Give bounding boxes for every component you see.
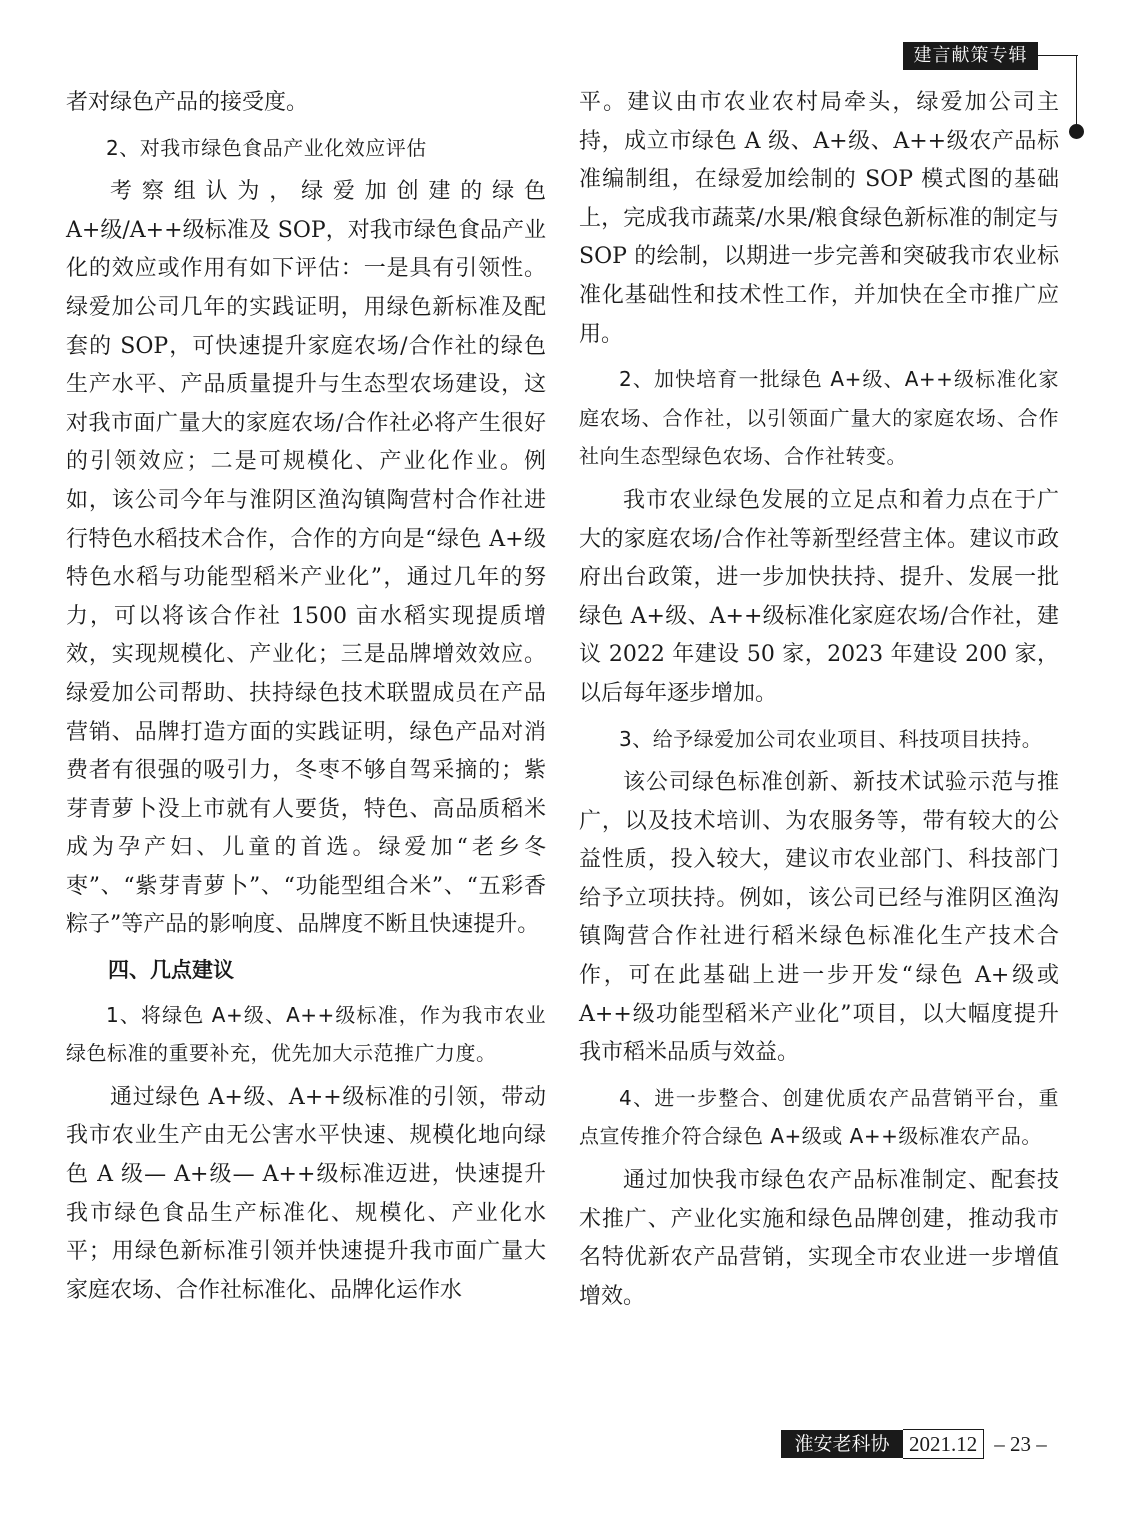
paragraph-evaluation: 考察组认为，绿爱加创建的绿色 A+级/A++级标准及 SOP，对我市绿色食品产业化的效应或作用有如下评估：一是具有引领性。绿爱加公司几年的实践证明，用绿色新标准及配套的 SOP，可快速提升家庭农场/合作社的绿色生产水平、产品质量提升与生态型农场建设，这对我市面广量大的家庭农场/合作社必将产生很好的引领效应；二是可规模化、产业化作业。例如，该公司今年与淮阴区渔沟镇陶营村合作社进行特色水稻技术合作，合作的方向是“绿色 A+级特色水稻与功能型稻米产业化”，通过几年的努力，可以将该合作社 1500 亩水稻实现提质增效，实现规模化、产业化；三是品牌增效效应。绿爱加公司帮助、扶持绿色技术联盟成员在产品营销、品牌打造方面的实践证明，绿色产品对消费者有很强的吸引力，冬枣不够自驾采摘的；紫芽青萝卜没上市就有人要货，特色、高品质稻米成为孕产妇、儿童的首选。绿爱加“老乡冬枣”、“紫芽青萝卜”、“功能型组合米”、“五彩香粽子”等产品的影响度、品牌度不断且快速提升。 <box>66 179 546 938</box>
header-rule-horizontal <box>1038 55 1078 56</box>
paragraph-suggestion-3: 该公司绿色标准创新、新技术试验示范与推广，以及技术培训、为农服务等，带有较大的公益性质，投入较大，建议市农业部门、科技部门给予立项扶持。例如，该公司已经与淮阴区渔沟镇陶营合作社进行稻米绿色标准化生产技术合作，可在此基础上进一步开发“绿色 A+级或 A++级功能型稻米产业化”项目，以大幅度提升我市稻米品质与效益。 <box>579 770 1059 1066</box>
header-dot-icon <box>1069 124 1084 139</box>
journal-name: 淮安老科协 <box>781 1430 903 1458</box>
page-number: – 23 – <box>994 1432 1047 1456</box>
paragraph-continuation: 者对绿色产品的接受度。 <box>66 90 309 115</box>
subheading-suggestion-3: 3、给予绿爱加公司农业项目、科技项目扶持。 <box>619 726 1043 751</box>
section-label: 建言献策专辑 <box>903 42 1038 70</box>
subheading-suggestion-4: 4、进一步整合、创建优质农产品营销平台，重点宣传推介符合绿色 A+级或 A++级标准农产品。 <box>579 1085 1059 1149</box>
page-footer <box>781 1430 1047 1458</box>
subheading-industrialization-effect: 2、对我市绿色食品产业化效应评估 <box>106 135 427 160</box>
subheading-suggestion-1: 1、将绿色 A+级、A++级标准，作为我市农业绿色标准的重要补充，优先加大示范推广力度。 <box>66 1002 546 1066</box>
subheading-suggestion-2: 2、加快培育一批绿色 A+级、A++级标准化家庭农场、合作社，以引领面广量大的家庭农场、合作社向生态型绿色农场、合作社转变。 <box>579 367 1059 469</box>
right-column <box>579 84 1059 1322</box>
paragraph-suggestion-1: 通过绿色 A+级、A++级标准的引领，带动我市农业生产由无公害水平快速、规模化地向绿色 A 级— A+级— A++级标准迈进，快速提升我市绿色食品生产标准化、规模化、产业化水平；用绿色新标准引领并快速提升我市面广量大家庭农场、合作社标准化、品牌化运作水 <box>66 1084 546 1303</box>
paragraph-suggestion-2: 我市农业绿色发展的立足点和着力点在于广大的家庭农场/合作社等新型经营主体。建议市政府出台政策，进一步加快扶持、提升、发展一批绿色 A+级、A++级标准化家庭农场/合作社，建议 2022 年建设 50 家，2023 年建设 200 家，以后每年逐步增加。 <box>579 487 1059 706</box>
left-column <box>66 84 546 1316</box>
header-rule-vertical <box>1076 55 1077 131</box>
paragraph-suggestion-4: 通过加快我市绿色农产品标准制定、配套技术推广、产业化实施和绿色品牌创建，推动我市名特优新农产品营销，实现全市农业进一步增值增效。 <box>579 1168 1059 1309</box>
paragraph-continuation-right: 平。建议由市农业农村局牵头，绿爱加公司主持，成立市绿色 A 级、A+级、A++级农产品标准编制组，在绿爱加绘制的 SOP 模式图的基础上，完成我市蔬菜/水果/粮食绿色新标准的制定与 SOP 的绘制，以期进一步完善和突破我市农业标准化基础性和技术性工作，并加快在全市推广应用。 <box>579 90 1059 347</box>
section-title-suggestions: 四、几点建议 <box>108 958 234 983</box>
issue-date: 2021.12 <box>903 1429 984 1459</box>
